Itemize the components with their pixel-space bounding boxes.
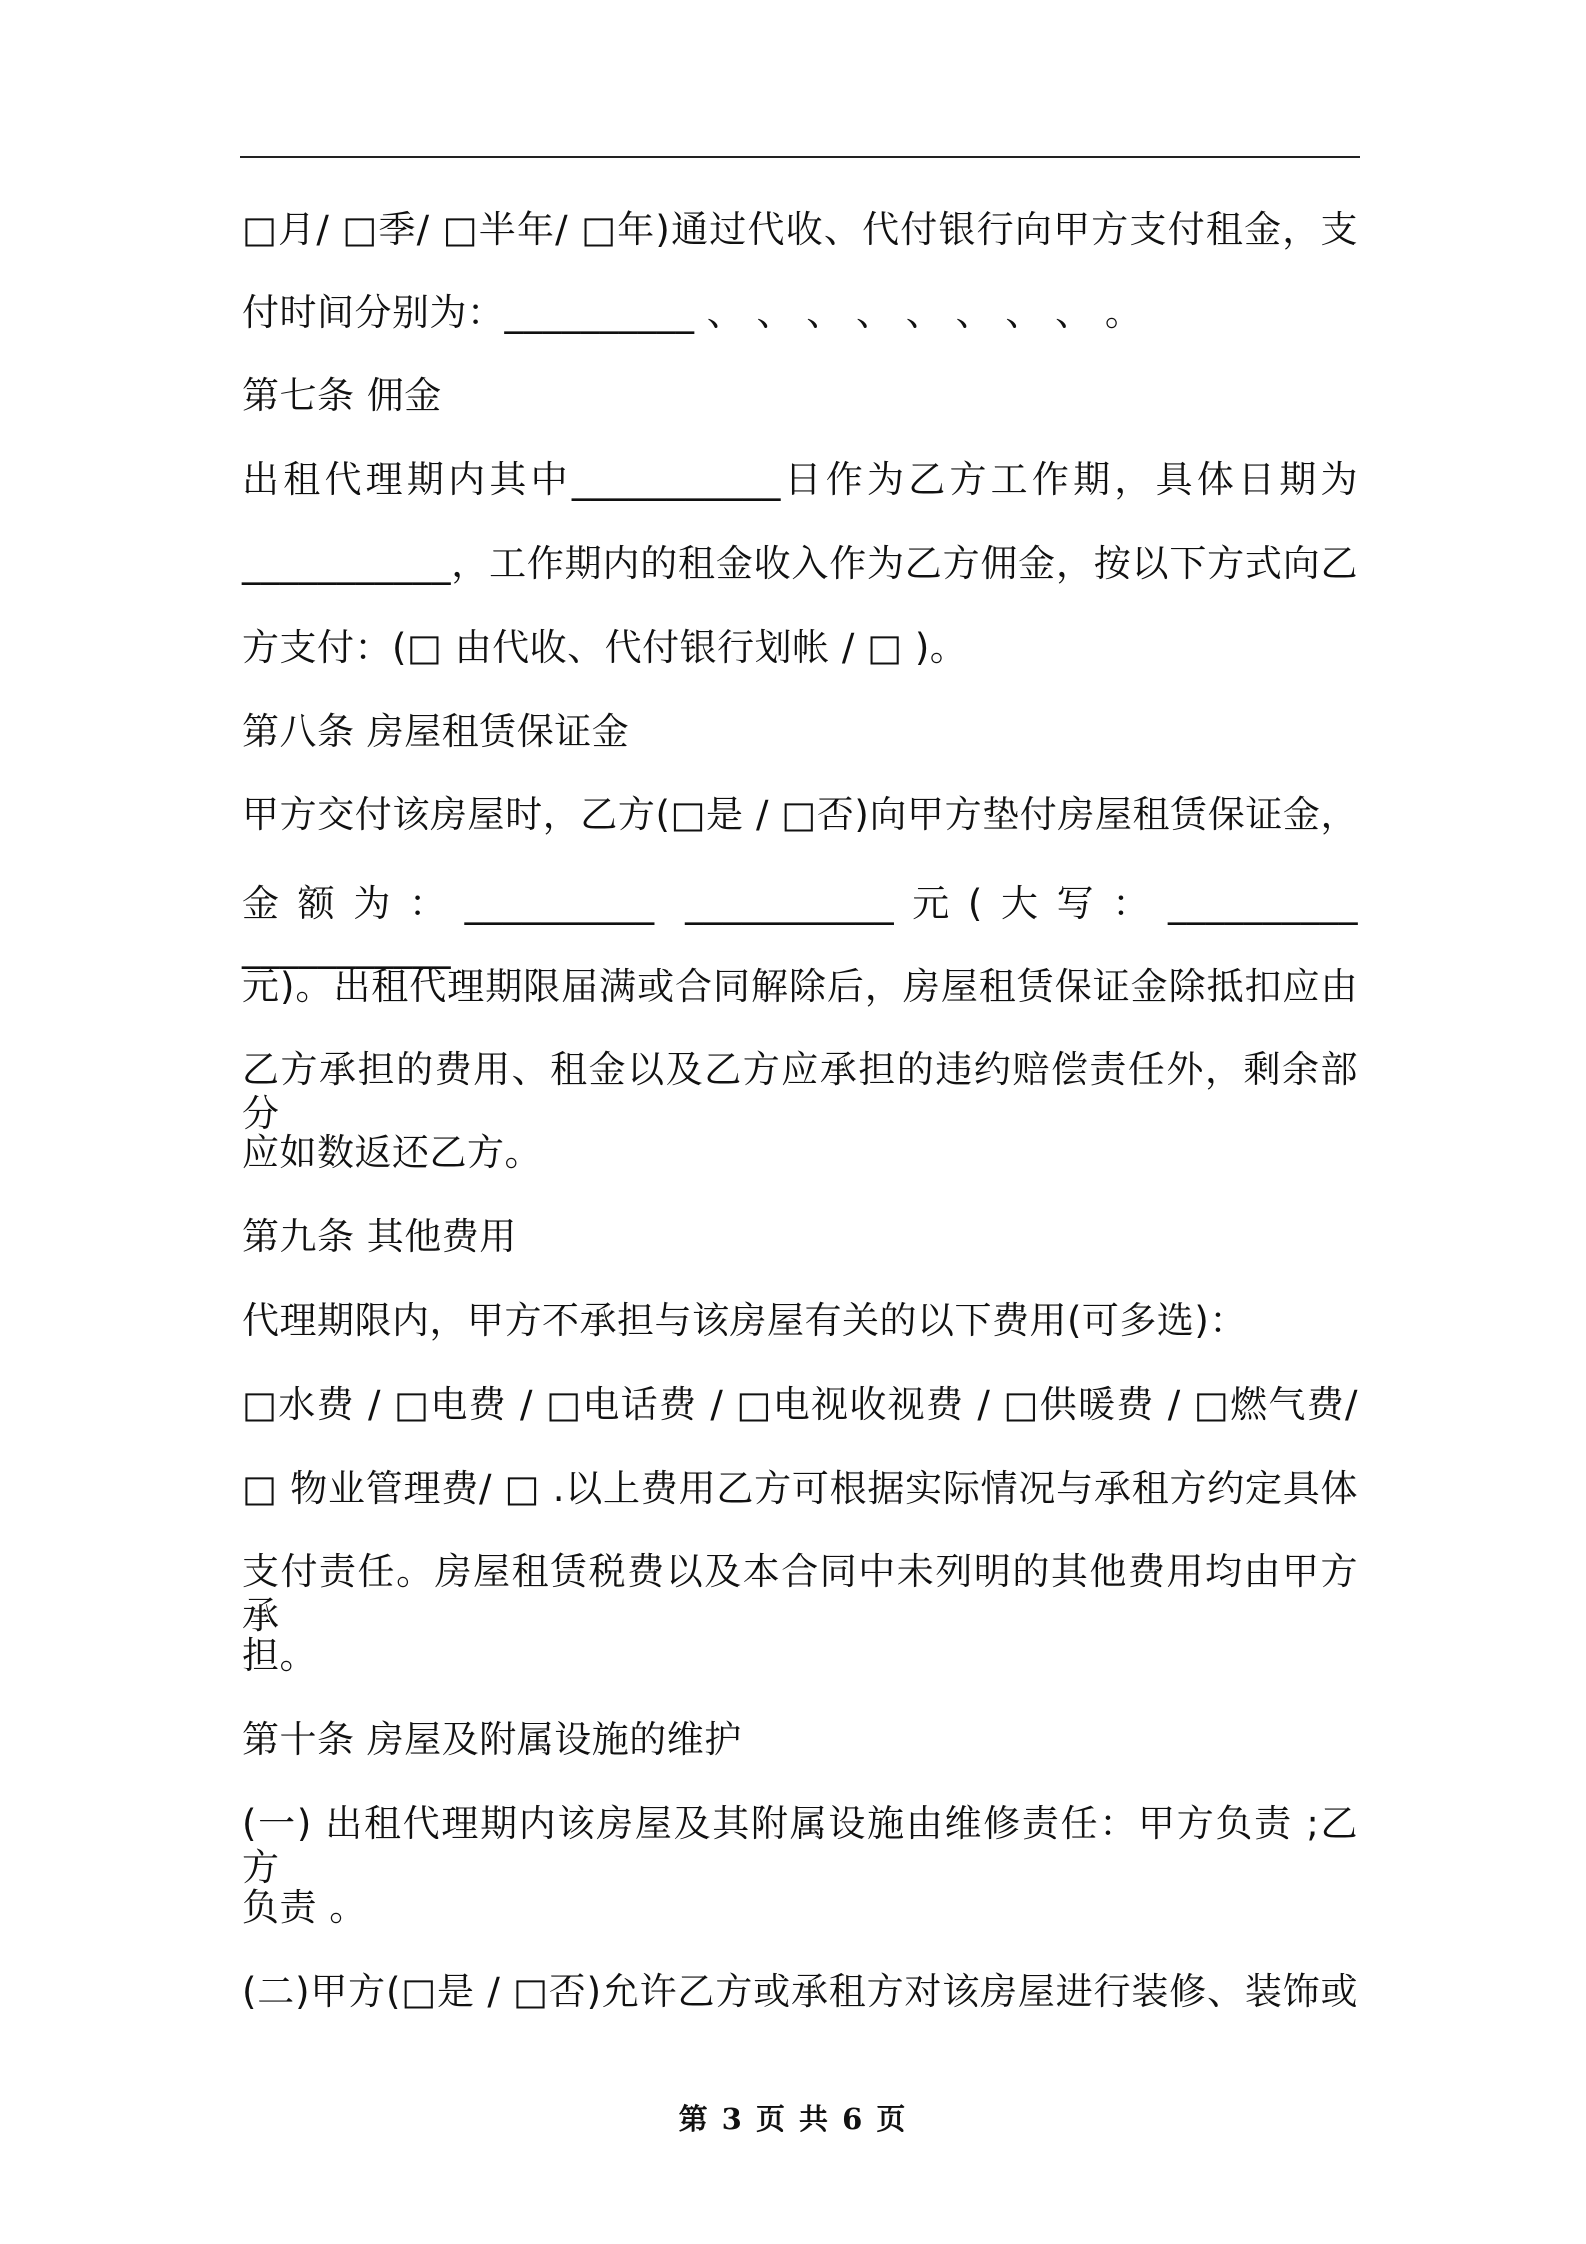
text-line-12: 应如数返还乙方。 (242, 1131, 542, 1174)
text-line-4: 出租代理期内其中___________日作为乙方工作期，具体日期为 (242, 458, 1358, 501)
page-number-footer: 第 3 页 共 6 页 (678, 2102, 908, 2136)
text-line-5: ___________，工作期内的租金收入作为乙方佣金，按以下方式向乙 (242, 542, 1358, 585)
text-line-18: 担。 (242, 1634, 317, 1677)
text-line-15: □水费 / □电费 / □电话费 / □电视收视费 / □供暖费 / □燃气费/ (242, 1383, 1358, 1426)
text-line-11: 乙方承担的费用、租金以及乙方应承担的违约赔偿责任外，剩余部分 (242, 1048, 1358, 1135)
text-line-10: 元)。出租代理期限届满或合同解除后，房屋租赁保证金除抵扣应由 (242, 965, 1358, 1008)
article-9-heading: 第九条 其他费用 (242, 1215, 517, 1258)
text-line-17: 支付责任。房屋租赁税费以及本合同中未列明的其他费用均由甲方承 (242, 1550, 1358, 1637)
text-line-2: 付时间分别为：__________ 、 、 、 、 、 、 、 、 。 (242, 291, 1143, 334)
header-rule (240, 156, 1360, 158)
text-line-6: 方支付：(□ 由代收、代付银行划帐 / □ )。 (242, 626, 968, 669)
text-line-9: 金额为：__________ ___________元(大写：__________ ___________ (242, 882, 1358, 969)
text-line-22: (二)甲方(□是 / □否)允许乙方或承租方对该房屋进行装修、装饰或 (242, 1970, 1358, 2013)
text-line-20: (一) 出租代理期内该房屋及其附属设施由维修责任：甲方负责 ;乙方 (242, 1802, 1358, 1889)
text-line-14: 代理期限内，甲方不承担与该房屋有关的以下费用(可多选)： (242, 1299, 1247, 1342)
text-line-16: □ 物业管理费/ □ .以上费用乙方可根据实际情况与承租方约定具体 (242, 1467, 1358, 1510)
article-8-heading: 第八条 房屋租赁保证金 (242, 710, 630, 753)
article-10-heading: 第十条 房屋及附属设施的维护 (242, 1718, 742, 1761)
text-line-21: 负责 。 (242, 1886, 367, 1929)
text-line-8: 甲方交付该房屋时，乙方(□是 / □否)向甲方垫付房屋租赁保证金， (242, 793, 1358, 836)
text-line-1: □月/ □季/ □半年/ □年)通过代收、代付银行向甲方支付租金，支 (242, 208, 1358, 251)
article-7-heading: 第七条 佣金 (242, 374, 442, 417)
